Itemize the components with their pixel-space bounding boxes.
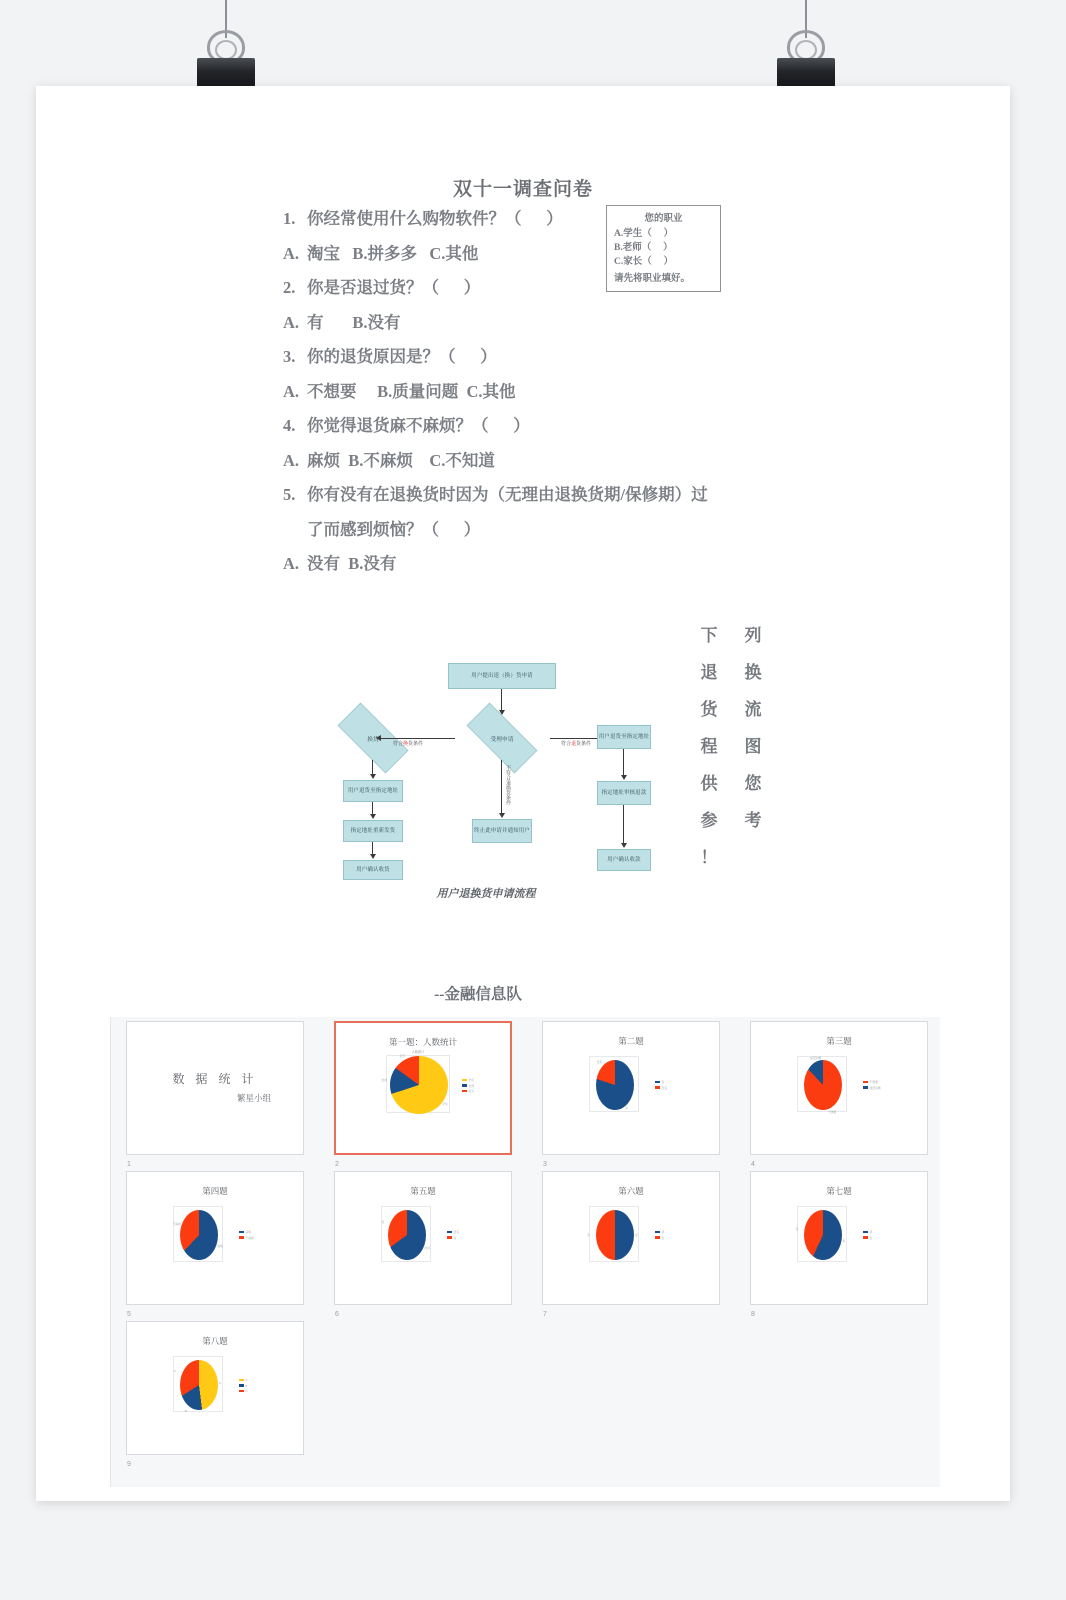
pie-data-label: 否 bbox=[587, 1233, 590, 1237]
slide-thumbnail[interactable] bbox=[542, 1021, 720, 1155]
edge-label-highlight: 换 bbox=[403, 742, 409, 747]
slide-number: 3 bbox=[543, 1161, 547, 1168]
question-text: 你经常使用什么购物软件？（ ） bbox=[307, 209, 563, 228]
slide-title: 第八题 bbox=[202, 1336, 228, 1346]
legend-swatch bbox=[863, 1236, 868, 1239]
flow-decision-main bbox=[454, 715, 550, 761]
flow-connector bbox=[501, 760, 502, 815]
chart-legend bbox=[447, 1230, 459, 1240]
flow-node-center-end: 终止此申请并通知用户 bbox=[472, 819, 532, 843]
slide-title: 第二题 bbox=[618, 1036, 644, 1046]
slide-title: 第五题 bbox=[410, 1186, 436, 1196]
flow-node-right-2: 指定地址审核退款 bbox=[597, 781, 651, 805]
side-note-char: 换 bbox=[744, 663, 762, 682]
legend-label: 是 bbox=[661, 1230, 665, 1234]
clip-ring-inner bbox=[795, 40, 817, 60]
legend-label: C bbox=[245, 1389, 248, 1393]
slide-number: 6 bbox=[335, 1311, 339, 1318]
occupation-option[interactable]: C.家长（ ） bbox=[614, 257, 674, 267]
question-number: 1. bbox=[283, 209, 296, 228]
question-text: 麻烦 B.不麻烦 C.不知道 bbox=[307, 450, 495, 470]
clip-ring-inner bbox=[215, 40, 237, 60]
question-number: A. bbox=[283, 450, 300, 470]
legend-item bbox=[863, 1230, 872, 1234]
legend-swatch bbox=[655, 1231, 660, 1234]
pie-data-label: 有 bbox=[381, 1219, 385, 1224]
slide-number: 2 bbox=[335, 1161, 339, 1168]
legend-swatch bbox=[239, 1390, 244, 1393]
chart-plot-area bbox=[797, 1056, 847, 1112]
question-text: 你的退货原因是？（ ） bbox=[307, 347, 497, 366]
side-note-char: 退 bbox=[700, 663, 718, 682]
legend-label: 学生 bbox=[468, 1078, 475, 1082]
chart-title: 人数统计 bbox=[411, 1050, 425, 1054]
occupation-box-note: 请先将职业填好。 bbox=[614, 274, 691, 284]
chart-plot-area bbox=[797, 1206, 847, 1262]
chart-legend bbox=[655, 1230, 664, 1240]
chart-plot-area bbox=[381, 1050, 450, 1113]
occupation-option[interactable]: B.老师（ ） bbox=[614, 243, 673, 253]
pie-data-label: 老师 bbox=[381, 1077, 388, 1082]
chart-legend bbox=[863, 1080, 881, 1090]
edge-label-text: 货条件 bbox=[576, 742, 592, 747]
legend-item bbox=[462, 1078, 474, 1082]
slide-number: 9 bbox=[127, 1461, 131, 1468]
clip-body bbox=[197, 58, 255, 88]
legend-item bbox=[462, 1089, 474, 1093]
question-row bbox=[283, 519, 783, 541]
legend-item bbox=[655, 1236, 664, 1240]
question-number: A. bbox=[283, 381, 300, 401]
pie-data-label: B bbox=[184, 1409, 187, 1414]
side-note-char: 流 bbox=[744, 700, 762, 719]
chart-plot-area bbox=[589, 1206, 639, 1262]
legend-label: 没有 bbox=[453, 1230, 460, 1234]
question-row bbox=[283, 450, 783, 472]
edge-label-text: 符合 bbox=[393, 742, 404, 747]
signature: --金融信息队 bbox=[434, 986, 522, 1003]
legend-item bbox=[863, 1080, 881, 1084]
question-text: 了而感到烦恼？（ ） bbox=[307, 519, 481, 539]
legend-item bbox=[239, 1230, 254, 1234]
question-number: A. bbox=[283, 312, 300, 332]
legend-label: 否 bbox=[869, 1235, 873, 1240]
legend-item bbox=[447, 1230, 459, 1234]
side-note-char: 考 bbox=[744, 811, 762, 830]
legend-item bbox=[655, 1080, 667, 1084]
legend-label: 老师 bbox=[468, 1083, 475, 1088]
pie-data-label: 不想要 bbox=[827, 1109, 837, 1114]
question-text: 没有 B.没有 bbox=[307, 554, 397, 573]
edge-label-text: 符合 bbox=[561, 742, 572, 747]
side-note-char: 货 bbox=[700, 700, 718, 719]
legend-swatch bbox=[447, 1236, 452, 1239]
slide-title: 第一题：人数统计 bbox=[388, 1037, 457, 1047]
slide-thumbnail[interactable] bbox=[750, 1021, 928, 1155]
slide-thumbnail[interactable] bbox=[126, 1171, 304, 1305]
pie-chart bbox=[180, 1210, 218, 1260]
flow-arrowhead bbox=[370, 854, 376, 859]
side-note-char: 程 bbox=[700, 737, 718, 756]
legend-item bbox=[462, 1084, 474, 1088]
question-text: 你是否退过货？（ ） bbox=[307, 278, 481, 297]
legend-swatch bbox=[462, 1079, 467, 1082]
legend-swatch bbox=[655, 1081, 660, 1084]
slide-thumbnail[interactable] bbox=[750, 1171, 928, 1305]
legend-label: 家长 bbox=[468, 1089, 475, 1093]
pie-chart bbox=[180, 1360, 218, 1410]
slide-number: 5 bbox=[127, 1311, 131, 1318]
slide-number: 7 bbox=[543, 1311, 547, 1318]
side-note-char: 参 bbox=[700, 811, 718, 830]
legend-swatch bbox=[239, 1231, 244, 1234]
flow-arrowhead bbox=[376, 735, 381, 741]
pie-data-label: C bbox=[173, 1369, 176, 1374]
occupation-option[interactable]: A.学生（ ） bbox=[614, 229, 674, 239]
pie-data-label: 麻烦 bbox=[217, 1243, 223, 1248]
slide-thumbnail[interactable] bbox=[542, 1171, 720, 1305]
flow-arrowhead bbox=[499, 813, 505, 818]
slide-thumbnail[interactable] bbox=[126, 1321, 304, 1455]
slide-thumbnail[interactable] bbox=[334, 1021, 512, 1155]
question-text: 不想要 B.质量问题 C.其他 bbox=[307, 381, 516, 401]
flowchart bbox=[321, 661, 651, 900]
chart-legend bbox=[462, 1078, 474, 1093]
flow-edge-label-right bbox=[561, 740, 591, 747]
legend-swatch bbox=[863, 1081, 868, 1084]
flow-connector bbox=[623, 749, 624, 777]
legend-item bbox=[655, 1230, 664, 1234]
question-number: 2. bbox=[283, 278, 296, 297]
question-text: 你有没有在退换货时因为（无理由退换货期/保修期）过 bbox=[307, 485, 708, 504]
flow-node-label: 受理申请 bbox=[490, 736, 514, 743]
flow-edge-label-center: 不符合退换货条件 bbox=[505, 765, 510, 805]
legend-label: B bbox=[245, 1383, 248, 1388]
flow-arrowhead bbox=[370, 814, 376, 819]
flowchart-caption: 用户退换货申请流程 bbox=[436, 888, 536, 900]
pie-data-label: 是 bbox=[842, 1239, 846, 1244]
question-row bbox=[283, 346, 783, 368]
question-text: 你觉得退货麻不麻烦？（ ） bbox=[307, 416, 530, 435]
flow-edge-label-left bbox=[393, 740, 423, 747]
slide-thumbnail-cell[interactable] bbox=[735, 1167, 940, 1317]
pie-data-label: 是 bbox=[635, 1233, 638, 1237]
question-number: A. bbox=[283, 243, 300, 263]
legend-swatch bbox=[239, 1379, 244, 1382]
occupation-box bbox=[606, 205, 721, 292]
legend-label: 质量问题 bbox=[869, 1085, 881, 1090]
legend-swatch bbox=[863, 1231, 868, 1234]
binder-clip-left bbox=[191, 0, 261, 90]
legend-swatch bbox=[655, 1086, 660, 1089]
pie-chart bbox=[804, 1060, 842, 1110]
legend-item bbox=[655, 1086, 667, 1090]
question-number: A. bbox=[283, 554, 300, 573]
slide-thumbnail-cell[interactable] bbox=[735, 1017, 940, 1167]
flow-node-left-1: 用户退货至指定地址 bbox=[343, 780, 403, 802]
binder-clip-right bbox=[771, 0, 841, 90]
flow-connector bbox=[380, 738, 455, 739]
legend-swatch bbox=[462, 1090, 467, 1093]
question-number: 4. bbox=[283, 416, 296, 435]
side-note-char: 供 bbox=[700, 774, 718, 793]
question-text: 有 B.没有 bbox=[307, 312, 401, 332]
flow-node-start: 用户提出退（换）货申请 bbox=[448, 663, 556, 689]
legend-label: 不麻烦 bbox=[245, 1235, 254, 1240]
question-row bbox=[283, 484, 783, 506]
side-note-char: 图 bbox=[744, 737, 762, 756]
flow-connector bbox=[623, 805, 624, 845]
legend-swatch bbox=[447, 1231, 452, 1234]
side-note-char: 下 bbox=[700, 626, 718, 645]
pie-data-label: 没有 bbox=[424, 1246, 430, 1251]
legend-item bbox=[239, 1389, 248, 1393]
chart-legend bbox=[239, 1378, 248, 1393]
legend-item bbox=[447, 1236, 459, 1240]
slide-thumbnail-cell[interactable] bbox=[527, 1017, 735, 1167]
flow-arrowhead bbox=[621, 775, 627, 780]
slide-title: 第三题 bbox=[826, 1036, 852, 1046]
side-note-char: ！ bbox=[700, 848, 718, 867]
flow-node-left-3: 用户确认收货 bbox=[343, 860, 403, 880]
slide-thumbnail-cell[interactable] bbox=[111, 1167, 319, 1317]
slide-thumbnail-panel[interactable] bbox=[110, 1017, 940, 1487]
slide-thumbnail-cell[interactable] bbox=[319, 1167, 527, 1317]
occupation-box-title: 您的职业 bbox=[644, 214, 683, 224]
edge-label-text: 货条件 bbox=[408, 742, 424, 747]
question-row bbox=[283, 381, 783, 403]
pie-data-label: 家长 bbox=[399, 1053, 406, 1058]
flow-node-left-2: 指定地址重新发货 bbox=[343, 820, 403, 842]
pie-chart bbox=[596, 1060, 634, 1110]
pie-data-label: 有 bbox=[625, 1106, 628, 1111]
legend-label: 不想要 bbox=[869, 1080, 878, 1084]
slide-number: 4 bbox=[751, 1161, 755, 1168]
legend-swatch bbox=[655, 1236, 660, 1239]
question-number: 5. bbox=[283, 485, 296, 504]
chart-plot-area bbox=[589, 1056, 639, 1112]
question-number: 3. bbox=[283, 347, 296, 366]
legend-item bbox=[239, 1236, 254, 1240]
pie-data-label: 否 bbox=[795, 1226, 799, 1231]
slide-thumbnail-cell[interactable] bbox=[319, 1017, 527, 1167]
legend-label: 有 bbox=[661, 1080, 665, 1084]
question-text: 淘宝 B.拼多多 C.其他 bbox=[307, 243, 479, 263]
chart-plot-area bbox=[381, 1206, 431, 1262]
pie-data-label: 学生 bbox=[442, 1102, 449, 1107]
legend-item bbox=[863, 1236, 872, 1240]
legend-label: 是 bbox=[869, 1230, 873, 1234]
slide-number: 1 bbox=[127, 1161, 131, 1168]
legend-swatch bbox=[462, 1084, 467, 1087]
flow-node-label: 换货 bbox=[367, 736, 379, 743]
slide-grid bbox=[111, 1017, 940, 1467]
clip-body bbox=[777, 58, 835, 88]
question-row bbox=[283, 312, 783, 334]
page-title: 双十一调查问卷 bbox=[452, 179, 593, 200]
legend-item bbox=[239, 1384, 248, 1388]
chart-plot-area bbox=[173, 1356, 223, 1412]
slide-cover-subtitle: 繁星小组 bbox=[236, 1093, 271, 1103]
chart-plot-area bbox=[173, 1206, 223, 1262]
pie-data-label: 没有 bbox=[596, 1059, 603, 1064]
slide-title: 第七题 bbox=[826, 1186, 852, 1196]
slide-number: 8 bbox=[751, 1311, 755, 1318]
side-note-char: 您 bbox=[744, 774, 762, 793]
slide-title: 第四题 bbox=[202, 1186, 228, 1196]
edge-label-highlight: 退 bbox=[571, 742, 577, 747]
side-note-char: 列 bbox=[744, 626, 762, 645]
flow-connector bbox=[501, 689, 502, 712]
slide-thumbnail-cell[interactable] bbox=[111, 1317, 319, 1467]
pie-data-label: 不麻烦 bbox=[172, 1222, 182, 1227]
slide-thumbnail[interactable] bbox=[126, 1021, 304, 1155]
chart-legend bbox=[863, 1230, 872, 1240]
document-page bbox=[36, 86, 1010, 1501]
legend-label: 麻烦 bbox=[245, 1230, 252, 1234]
legend-label: 有 bbox=[453, 1235, 457, 1240]
pie-data-label: A bbox=[218, 1381, 221, 1386]
legend-swatch bbox=[239, 1236, 244, 1239]
legend-item bbox=[863, 1086, 881, 1090]
flow-node-right-1: 用户退货至指定地址 bbox=[597, 725, 651, 749]
flow-arrowhead bbox=[370, 774, 376, 779]
slide-cover-title: 数 据 统 计 bbox=[172, 1072, 258, 1086]
legend-label: A bbox=[245, 1378, 248, 1382]
slide-thumbnail-cell[interactable] bbox=[111, 1017, 319, 1167]
question-row bbox=[283, 415, 783, 437]
legend-swatch bbox=[863, 1086, 868, 1089]
legend-label: 否 bbox=[661, 1235, 665, 1240]
legend-swatch bbox=[239, 1384, 244, 1387]
flow-arrowhead bbox=[621, 843, 627, 848]
pie-chart bbox=[596, 1210, 634, 1260]
legend-label: 没有 bbox=[661, 1085, 668, 1090]
slide-title: 第六题 bbox=[618, 1186, 644, 1196]
flowchart-side-note bbox=[691, 621, 771, 868]
slide-thumbnail-cell[interactable] bbox=[527, 1167, 735, 1317]
pie-chart bbox=[388, 1210, 426, 1260]
pie-chart bbox=[804, 1210, 842, 1260]
legend-item bbox=[239, 1378, 248, 1382]
chart-legend bbox=[655, 1080, 667, 1090]
pie-data-label: 质量问题 bbox=[810, 1056, 822, 1061]
chart-legend bbox=[239, 1230, 254, 1240]
flow-node-right-3: 用户确认收款 bbox=[597, 849, 651, 871]
question-row bbox=[283, 553, 783, 575]
slide-thumbnail[interactable] bbox=[334, 1171, 512, 1305]
